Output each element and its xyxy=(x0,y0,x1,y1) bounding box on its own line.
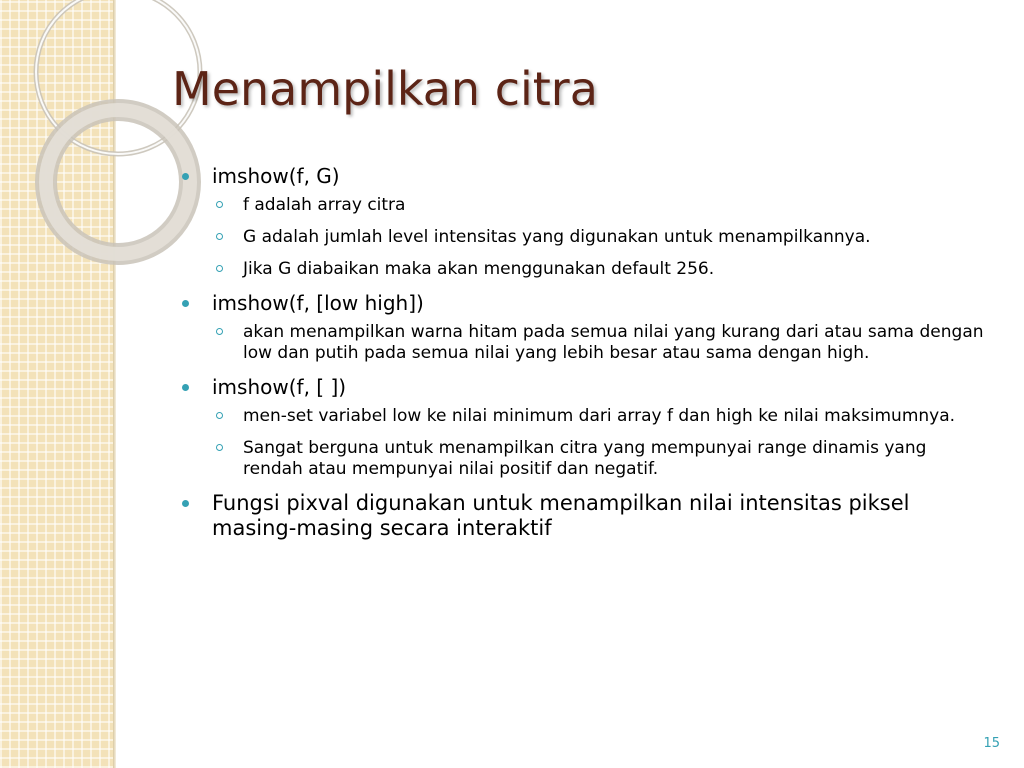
bullet-item xyxy=(182,291,990,315)
sub-bullet-item xyxy=(182,322,990,364)
bullet-text: Fungsi pixval digunakan untuk menampilkan nilai intensitas piksel masing-masing secara interaktif xyxy=(212,491,910,540)
bullet-text: imshow(f, G) xyxy=(212,164,340,188)
bullet-text: imshow(f, [ ]) xyxy=(212,375,347,399)
sub-bullet-item xyxy=(182,259,990,280)
slide-title: Menampilkan citra xyxy=(172,62,598,116)
sub-bullet-item xyxy=(182,195,990,216)
bullet-dot-icon xyxy=(182,300,189,307)
sub-bullet-list xyxy=(182,406,990,480)
bullet-item xyxy=(182,375,990,399)
page-number: 15 xyxy=(983,736,1000,751)
decorative-sidebar xyxy=(0,0,113,768)
bullet-item xyxy=(182,164,990,188)
ring-bullet-icon xyxy=(216,201,223,208)
sub-bullet-item xyxy=(182,438,990,480)
sub-bullet-text: akan menampilkan warna hitam pada semua nilai yang kurang dari atau sama dengan low dan putih pada semua nilai yang lebih besar atau sama dengan high. xyxy=(243,322,984,363)
sub-bullet-text: G adalah jumlah level intensitas yang digunakan untuk menampilkannya. xyxy=(243,227,871,247)
ring-bullet-icon xyxy=(216,328,223,335)
sub-bullet-item xyxy=(182,227,990,248)
slide-content xyxy=(182,164,990,548)
bullet-dot-icon xyxy=(182,384,189,391)
ring-bullet-icon xyxy=(216,233,223,240)
sub-bullet-text: f adalah array citra xyxy=(243,195,406,215)
sub-bullet-text: men-set variabel low ke nilai minimum dari array f dan high ke nilai maksimumnya. xyxy=(243,406,956,426)
sub-bullet-text: Jika G diabaikan maka akan menggunakan default 256. xyxy=(243,259,715,279)
sub-bullet-list xyxy=(182,195,990,280)
sub-bullet-item xyxy=(182,406,990,427)
sub-bullet-list xyxy=(182,322,990,364)
bullet-dot-icon xyxy=(182,500,189,507)
ring-bullet-icon xyxy=(216,412,223,419)
bullet-dot-icon xyxy=(182,173,189,180)
bullet-text: imshow(f, [low high]) xyxy=(212,291,424,315)
sub-bullet-text: Sangat berguna untuk menampilkan citra yang mempunyai range dinamis yang rendah atau mempunyai nilai positif dan negatif. xyxy=(243,438,927,479)
ring-bullet-icon xyxy=(216,265,223,272)
bullet-item xyxy=(182,491,990,541)
sidebar-divider xyxy=(113,0,116,768)
ring-bullet-icon xyxy=(216,444,223,451)
